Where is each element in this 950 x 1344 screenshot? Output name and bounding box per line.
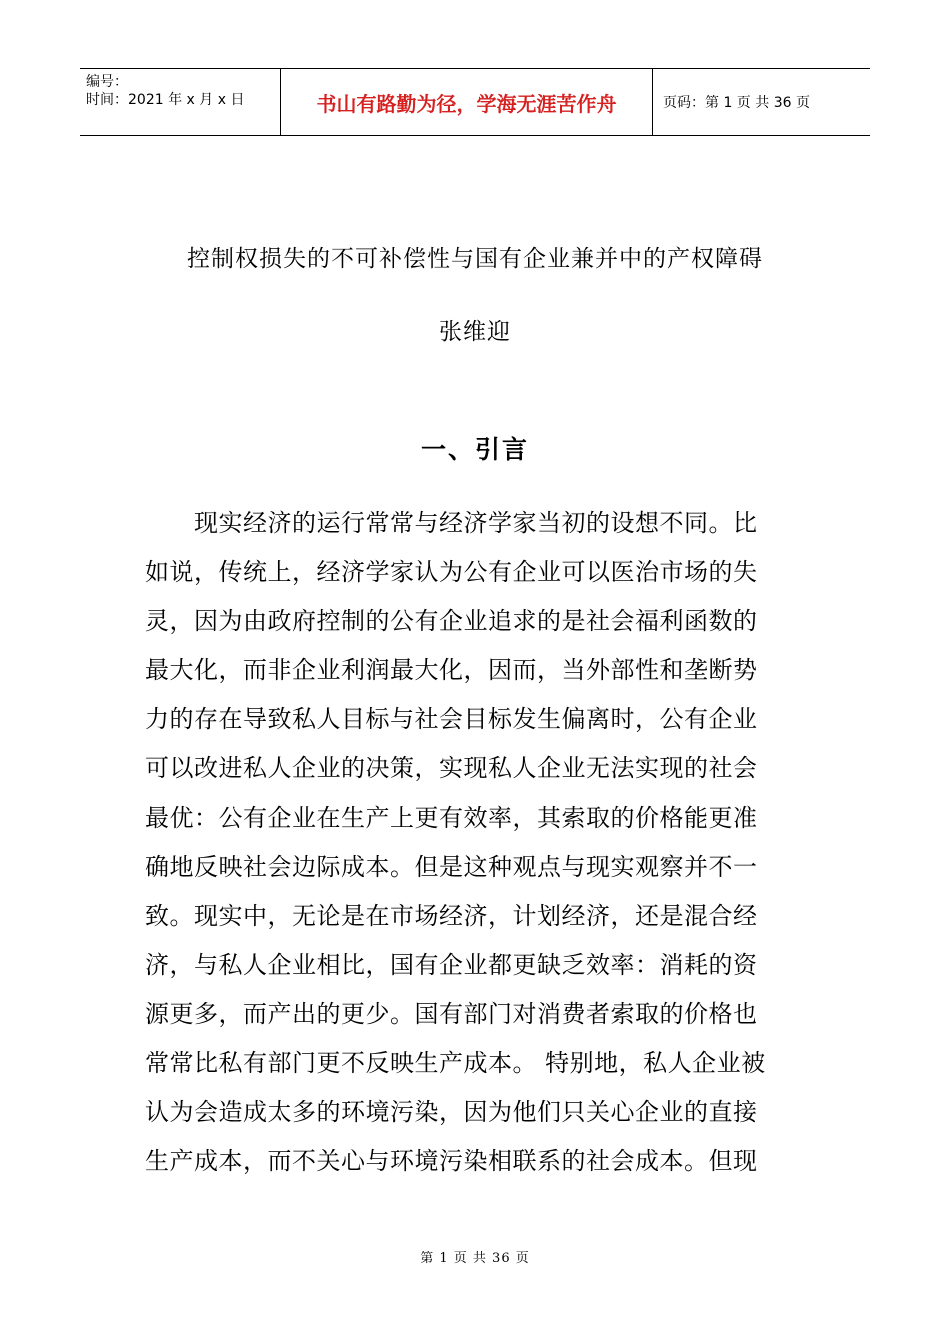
body-paragraph — [145, 503, 815, 1190]
number-label: 编号： — [86, 74, 128, 90]
paragraph-line: 灵，因为由政府控制的公有企业追求的是社会福利函数的 — [145, 607, 758, 636]
paragraph-line: 生产成本，而不关心与环境污染相联系的社会成本。但现 — [145, 1147, 758, 1176]
header-table — [80, 68, 870, 136]
paragraph-line: 常常比私有部门更不反映生产成本。 特别地，私人企业被 — [145, 1049, 766, 1078]
paragraph-line: 源更多，而产出的更少。国有部门对消费者索取的价格也 — [145, 999, 758, 1028]
motto-cell — [281, 69, 653, 135]
paragraph-line: 力的存在导致私人目标与社会目标发生偏离时，公有企业 — [145, 705, 758, 734]
page-info-cell — [653, 69, 870, 135]
paragraph-line: 最优：公有企业在生产上更有效率，其索取的价格能更准 — [145, 803, 758, 832]
page-footer: 第 1 页 共 36 页 — [420, 1251, 530, 1266]
paragraph-line: 济，与私人企业相比，国有企业都更缺乏效率：消耗的资 — [145, 950, 758, 979]
paragraph-line: 认为会造成太多的环境污染，因为他们只关心企业的直接 — [145, 1098, 758, 1127]
document-author: 张维迎 — [439, 319, 511, 345]
motto-text: 书山有路勤为径，学海无涯苦作舟 — [316, 91, 617, 116]
paragraph-line: 致。现实中，无论是在市场经济，计划经济，还是混合经 — [145, 901, 758, 930]
paragraph-line: 最大化，而非企业利润最大化，因而，当外部性和垄断势 — [145, 656, 758, 685]
paragraph-line: 确地反映社会边际成本。但是这种观点与现实观察并不一 — [145, 852, 758, 881]
paragraph-line: 可以改进私人企业的决策，实现私人企业无法实现的社会 — [145, 754, 758, 783]
document-title: 控制权损失的不可补偿性与国有企业兼并中的产权障碍 — [187, 246, 763, 272]
time-label: 时间：2021 年 x 月 x 日 — [86, 92, 245, 108]
paragraph-line: 现实经济的运行常常与经济学家当初的设想不同。比 — [145, 509, 758, 537]
section-heading: 一、引言 — [420, 435, 529, 464]
header-meta-cell — [80, 69, 281, 135]
page-info-text: 页码：第 1 页 共 36 页 — [663, 95, 810, 111]
paragraph-line: 如说，传统上，经济学家认为公有企业可以医治市场的失 — [145, 558, 758, 587]
